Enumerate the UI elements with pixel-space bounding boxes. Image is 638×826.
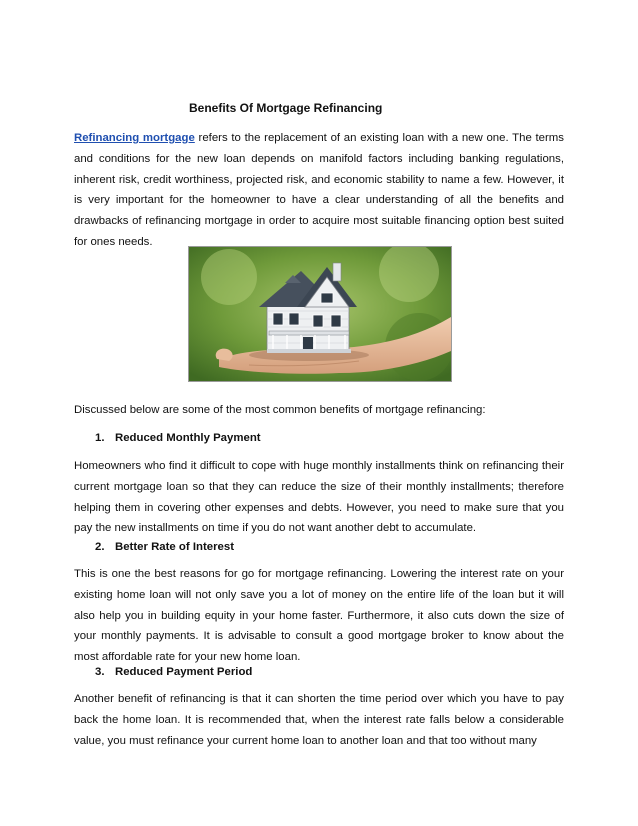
section-body-2: This is one the best reasons for go for mortgage refinancing. Lowering the interest rate on your existing home loan will not only save you a lot of money on the entire life of the loan but it will also help you in building equity in your home faster. Furthermore, it also cuts down the size of your monthly payments. It is advisable to consult a good mortgage broker to know about the most affordable rate for your new home loan. [74, 568, 564, 664]
section-heading-text: Reduced Payment Period [115, 666, 253, 678]
section-heading-3 [95, 666, 252, 678]
intro-paragraph [74, 128, 564, 253]
section-body-1: Homeowners who find it difficult to cope with huge monthly installments think on refinancing their current mortgage loan so that they can reduce the size of their monthly installments; therefore helping them in covering other expenses and debts. However, you need to make sure that you pay the new installments on time if you do not want another debt to accumulate. [74, 460, 564, 535]
hand-holding-house-image [188, 246, 452, 382]
section-heading-text: Better Rate of Interest [115, 541, 234, 553]
section-heading-2 [95, 541, 234, 553]
section-body-3: Another benefit of refinancing is that it can shorten the time period over which you have to pay back the home loan. It is recommended that, when the interest rate falls below a considerable value, you must refinance your current home loan to another loan and that too without many [74, 693, 564, 747]
section-heading-text: Reduced Monthly Payment [115, 432, 261, 444]
section-number: 1. [95, 432, 105, 444]
refinancing-mortgage-link[interactable]: Refinancing mortgage [74, 132, 195, 144]
intro-text: refers to the replacement of an existing loan with a new one. The terms and conditions for the new loan depends on manifold factors including banking regulations, inherent risk, credit worthiness, projected risk, and economic stability to name a few. However, it is very important for the homeowner to have a clear understanding of all the benefits and drawbacks of refinancing mortgage in order to acquire most suitable financing option best suited for ones needs. [74, 132, 564, 248]
section-heading-1 [95, 432, 261, 444]
hand-holding-house-photo-icon [189, 247, 451, 381]
section-number: 3. [95, 666, 105, 678]
section-number: 2. [95, 541, 105, 553]
lead-in-paragraph: Discussed below are some of the most common benefits of mortgage refinancing: [74, 404, 486, 416]
document-title: Benefits Of Mortgage Refinancing [189, 101, 383, 115]
